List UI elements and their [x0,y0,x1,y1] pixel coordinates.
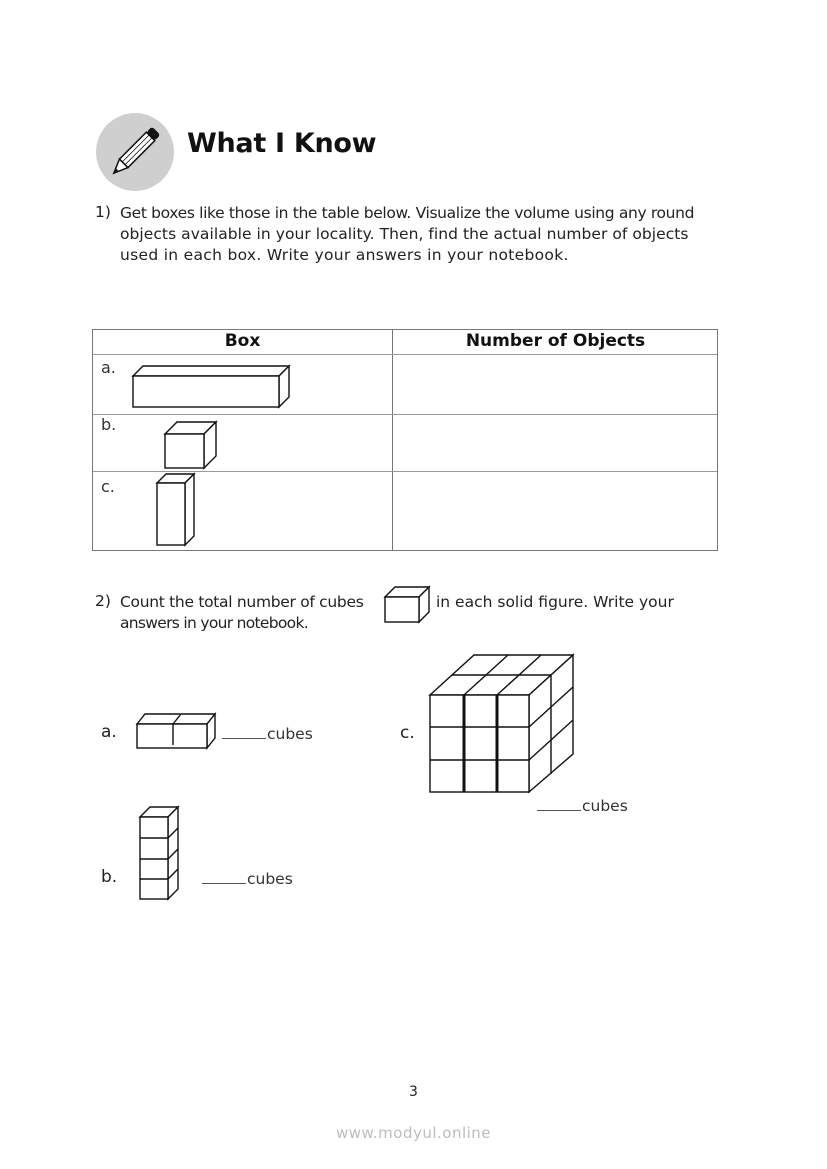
header-box: Box [224,331,261,351]
pencil-icon [96,113,174,191]
item-a-answer-blank[interactable] [222,738,266,739]
question-1-line-2: objects available in your locality. Then, find the actual number of objects [120,225,689,243]
unit-cube-icon [384,587,432,627]
cube-box-icon [165,422,225,482]
question-1-line-3: used in each box. Write your answers in your notebook. [120,246,569,264]
watermark: www.modyul.online [335,1124,492,1142]
item-b-answer[interactable] [202,869,293,888]
item-b-answer-blank[interactable] [202,883,246,884]
pencil-icon-badge [96,113,174,191]
row-a-label: a. [101,358,116,377]
header-number-of-objects: Number of Objects [465,331,646,351]
item-a-answer[interactable] [222,724,313,743]
three-by-three-cube-figure [430,655,580,800]
question-2-text-end: in each solid figure. Write your [436,593,674,611]
item-b-label: b. [101,867,118,887]
long-flat-box-icon [133,366,333,416]
question-1-line-1: Get boxes like those in the table below. Visualize the volume using any round [120,204,695,222]
item-a-suffix: cubes [267,725,313,743]
row-b-answer-cell[interactable] [393,415,718,471]
page-number: 3 [409,1084,418,1100]
item-c-answer-blank[interactable] [537,810,581,811]
boxes-table [92,329,718,551]
question-1-text [120,203,720,266]
item-c-answer[interactable] [537,796,628,815]
item-b-suffix: cubes [247,870,293,888]
question-2-text-start: Count the total number of cubes [120,593,364,611]
tall-box-icon [157,474,207,554]
row-a-answer-cell[interactable] [393,355,718,414]
question-2-line-2: answers in your notebook. [120,614,308,632]
row-c-answer-cell[interactable] [393,472,718,550]
section-title: What I Know [187,128,377,159]
question-2-number: 2) [95,592,111,610]
item-c-suffix: cubes [582,797,628,815]
two-cubes-figure [137,714,227,754]
four-cubes-stack-figure [140,807,190,907]
row-c-label: c. [101,477,115,496]
question-1-number: 1) [95,203,111,221]
row-b-label: b. [101,415,117,434]
item-c-label: c. [400,723,415,743]
item-a-label: a. [101,722,117,742]
